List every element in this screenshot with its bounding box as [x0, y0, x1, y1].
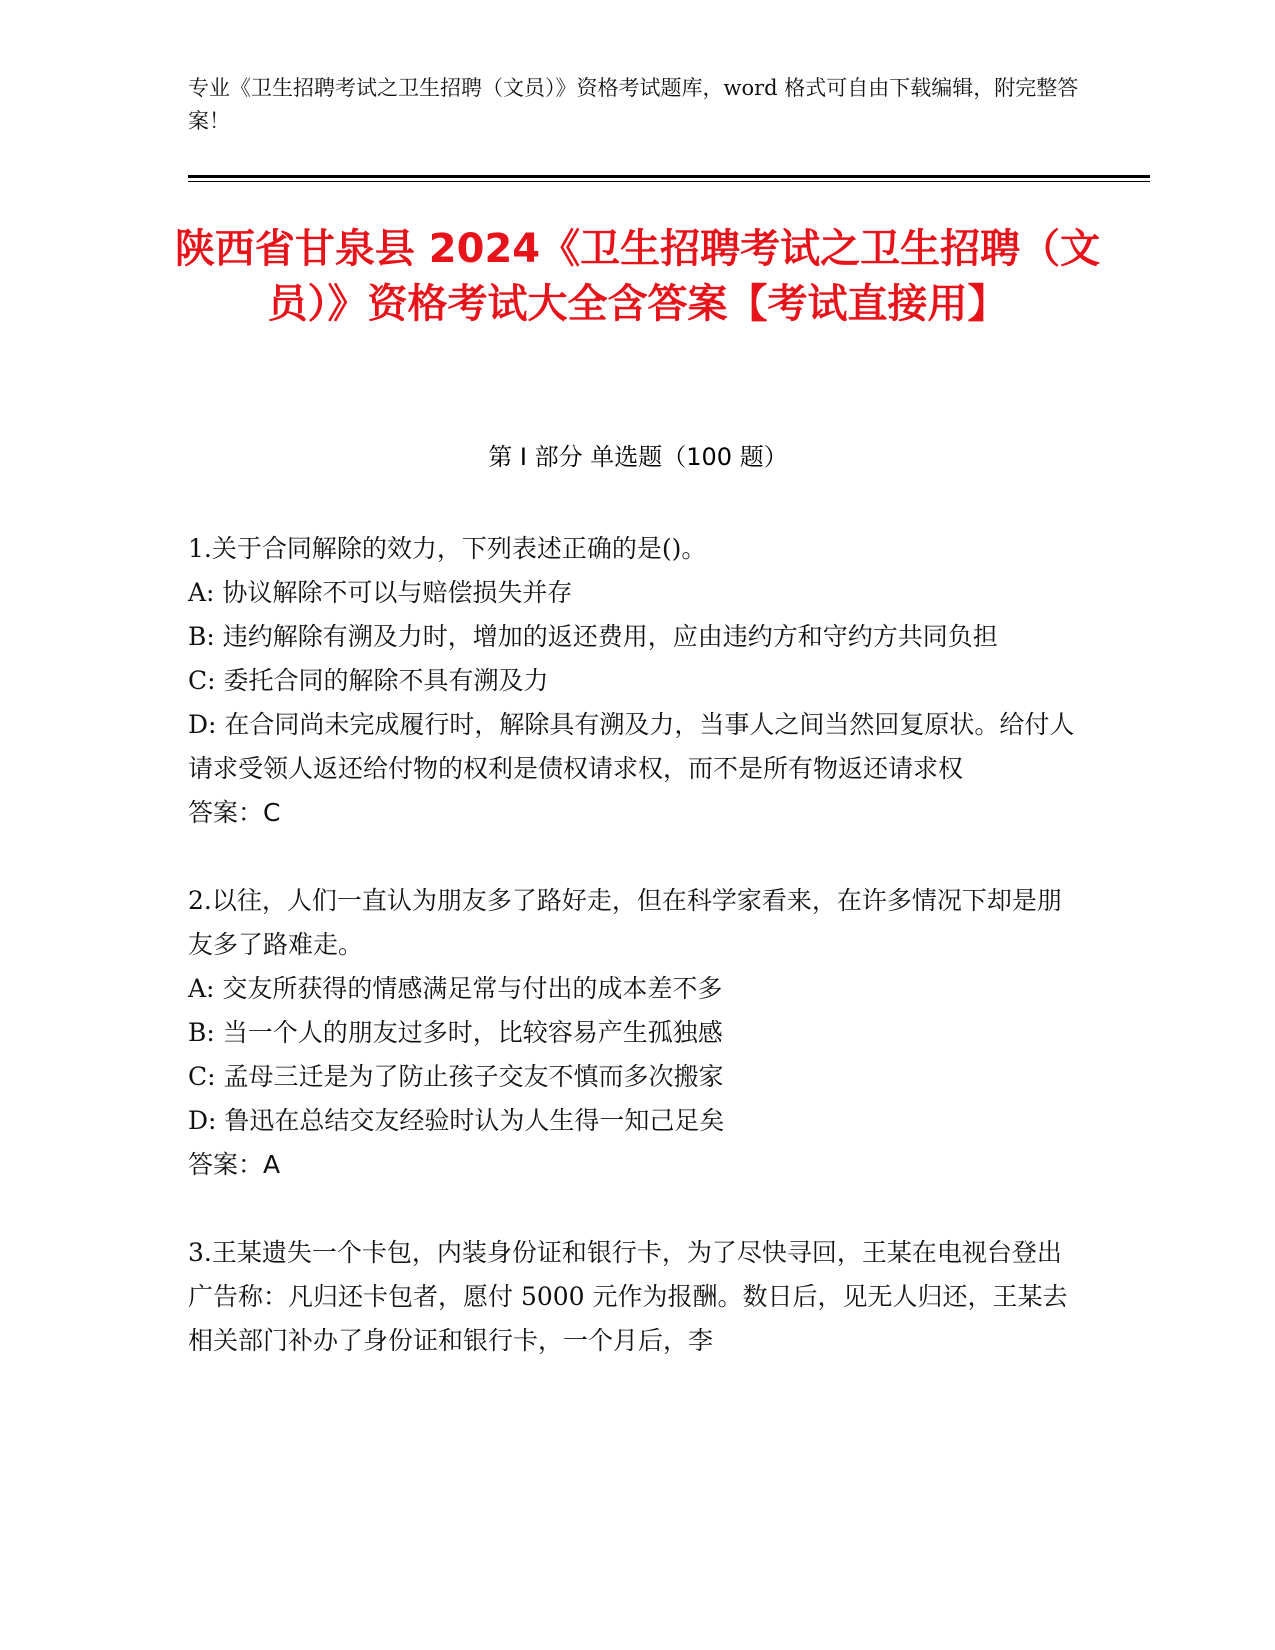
option-b: B: 违约解除有溯及力时，增加的返还费用，应由违约方和守约方共同负担	[188, 622, 998, 651]
header-divider-thin	[188, 181, 1150, 182]
header-divider-thick	[188, 175, 1150, 178]
option-c: C: 孟母三迁是为了防止孩子交友不慎而多次搬家	[188, 1062, 724, 1091]
option-d: D: 鲁迅在总结交友经验时认为人生得一知己足矣	[188, 1106, 725, 1135]
question-1	[188, 527, 1078, 835]
option-a: A: 协议解除不可以与赔偿损失并存	[188, 578, 573, 607]
option-d: D: 在合同尚未完成履行时，解除具有溯及力，当事人之间当然回复原状。给付人请求受领人返还给付物的权利是债权请求权，而不是所有物返还请求权	[188, 710, 1075, 783]
answer-line: 答案：C	[188, 798, 281, 827]
question-list	[188, 527, 1078, 1407]
question-stem: 3.王某遗失一个卡包，内装身份证和银行卡，为了尽快寻回，王某在电视台登出广告称：凡归还卡包者，愿付 5000 元作为报酬。数日后，见无人归还，王某去相关部门补办了身份证和银行卡，一个月后，李	[188, 1238, 1068, 1355]
question-3	[188, 1231, 1078, 1363]
document-title: 陕西省甘泉县 2024《卫生招聘考试之卫生招聘（文员）》资格考试大全含答案【考试直接用】	[174, 226, 1101, 327]
option-c: C: 委托合同的解除不具有溯及力	[188, 666, 549, 695]
option-b: B: 当一个人的朋友过多时，比较容易产生孤独感	[188, 1018, 723, 1047]
option-a: A: 交友所获得的情感满足常与付出的成本差不多	[188, 974, 723, 1003]
question-2	[188, 879, 1078, 1187]
section-heading: 第 I 部分 单选题（100 题）	[488, 443, 788, 471]
header-note: 专业《卫生招聘考试之卫生招聘（文员）》资格考试题库，word 格式可自由下载编辑，附完整答案！	[188, 76, 1079, 133]
question-stem: 2.以往，人们一直认为朋友多了路好走，但在科学家看来，在许多情况下却是朋友多了路难走。	[188, 886, 1062, 959]
question-stem: 1.关于合同解除的效力，下列表述正确的是()。	[188, 534, 707, 563]
answer-line: 答案：A	[188, 1150, 281, 1179]
